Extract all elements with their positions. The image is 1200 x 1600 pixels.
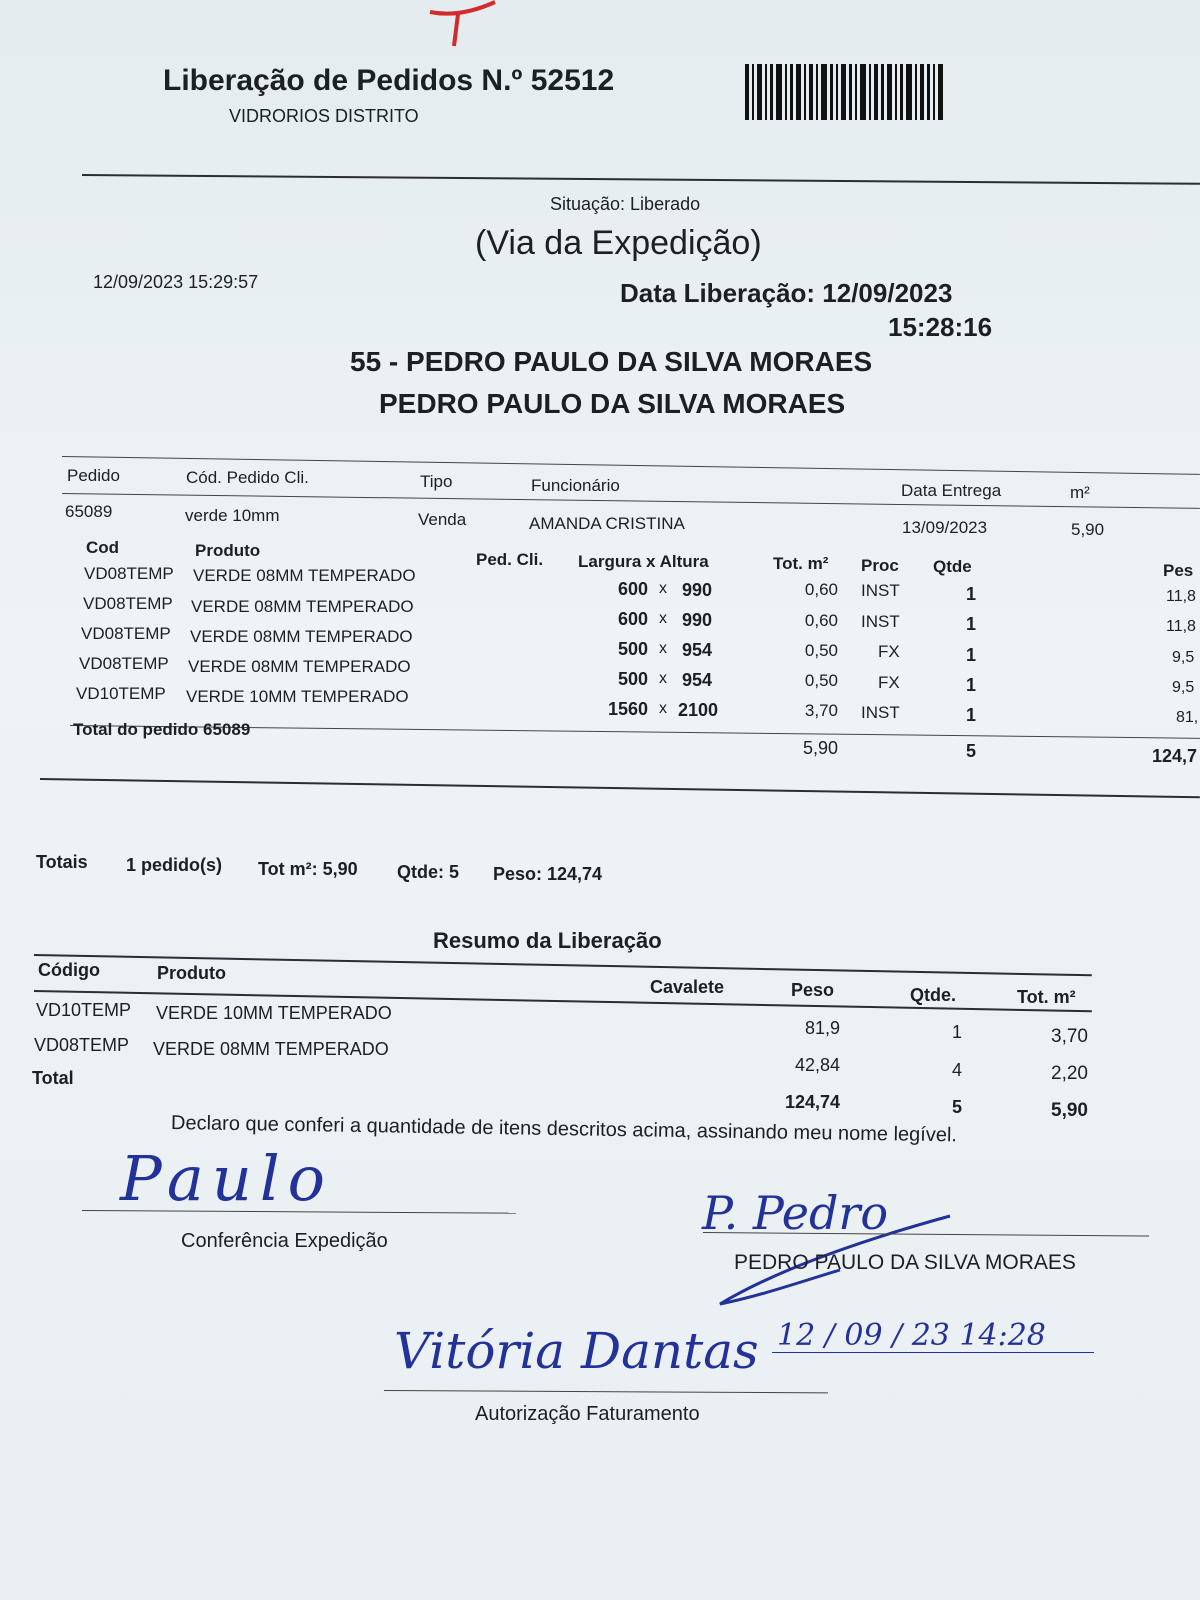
document-title: Liberação de Pedidos N.º 52512 xyxy=(163,64,615,97)
item-produto: VERDE 08MM TEMPERADO xyxy=(188,657,411,676)
totais-tot-m2: Tot m²: 5,90 xyxy=(258,859,358,879)
item-tot-m2: 0,50 xyxy=(804,671,838,690)
resumo-produto: VERDE 08MM TEMPERADO xyxy=(153,1039,389,1059)
barcode xyxy=(745,64,945,120)
item-cod: VD10TEMP xyxy=(76,684,166,703)
resumo-peso: 42,84 xyxy=(794,1055,840,1075)
item-proc: FX xyxy=(878,642,900,661)
tipo-value: Venda xyxy=(418,510,467,529)
item-qtde: 1 xyxy=(966,675,977,695)
items-col-produto: Produto xyxy=(195,541,261,560)
totais-peso: Peso: 124,74 xyxy=(493,864,603,884)
item-altura: 954 xyxy=(682,670,713,690)
autorizacao-label: Autorização Faturamento xyxy=(475,1403,700,1425)
item-tot-m2: 0,60 xyxy=(804,611,838,630)
item-peso: 11,8 xyxy=(1166,588,1196,605)
resumo-col-tot-m2: Tot. m² xyxy=(1017,987,1076,1007)
items-col-qtde: Qtde xyxy=(933,557,972,576)
order-total-m2: 5,90 xyxy=(802,738,838,758)
resumo-produto: VERDE 10MM TEMPERADO xyxy=(156,1003,392,1023)
item-qtde: 1 xyxy=(966,645,977,665)
item-peso: 9,5 xyxy=(1172,649,1195,666)
resumo-col-produto: Produto xyxy=(157,963,226,983)
item-qtde: 1 xyxy=(966,584,977,604)
resumo-total-qtde: 5 xyxy=(952,1097,963,1117)
resumo-total-peso: 124,74 xyxy=(784,1092,840,1112)
resumo-qtde: 4 xyxy=(952,1060,963,1080)
resumo-title: Resumo da Liberação xyxy=(433,928,662,953)
resumo-col-peso: Peso xyxy=(791,980,835,1000)
item-peso: 11,8 xyxy=(1166,618,1196,635)
item-altura: 990 xyxy=(682,580,713,600)
item-cod: VD08TEMP xyxy=(79,654,169,673)
item-largura: 1560 xyxy=(607,699,648,719)
item-produto: VERDE 08MM TEMPERADO xyxy=(193,566,416,585)
item-cod: VD08TEMP xyxy=(84,564,174,583)
col-pedido: Pedido xyxy=(67,466,120,485)
order-total-qtde: 5 xyxy=(966,741,977,761)
resumo-tot-m2: 3,70 xyxy=(1051,1026,1088,1047)
cod-pedido-cli-value: verde 10mm xyxy=(185,506,280,525)
data-liberacao-time: 15:28:16 xyxy=(888,312,993,342)
item-x: x xyxy=(659,610,667,627)
item-x: x xyxy=(659,700,667,717)
via-text: (Via da Expedição) xyxy=(475,224,762,262)
print-timestamp: 12/09/2023 15:29:57 xyxy=(93,272,259,292)
resumo-qtde: 1 xyxy=(952,1022,963,1042)
item-peso: 81, xyxy=(1176,709,1199,726)
data-entrega-value: 13/09/2023 xyxy=(902,518,988,537)
col-m2: m² xyxy=(1070,483,1090,502)
resumo-col-codigo: Código xyxy=(38,960,100,980)
client-line-2: PEDRO PAULO DA SILVA MORAES xyxy=(379,388,846,419)
item-altura: 990 xyxy=(682,610,713,630)
situacao-text: Situação: Liberado xyxy=(550,194,701,214)
items-col-tot-m2: Tot. m² xyxy=(773,554,829,573)
handwritten-date: 12 / 09 / 23 14:28 xyxy=(777,1318,1046,1353)
handwritten-date-underline xyxy=(772,1352,1094,1353)
declaration-text: Declaro que conferi a quantidade de itens descritos acima, assinando meu nome legível. xyxy=(170,1112,958,1147)
item-qtde: 1 xyxy=(966,614,977,634)
section-divider xyxy=(40,778,1200,798)
item-peso: 9,5 xyxy=(1172,679,1195,696)
resumo-peso: 81,9 xyxy=(804,1018,840,1038)
totais-label: Totais xyxy=(36,852,88,872)
totais-pedidos: 1 pedido(s) xyxy=(126,855,223,875)
red-pen-mark xyxy=(420,0,510,50)
item-cod: VD08TEMP xyxy=(81,624,171,643)
order-total-label: Total do pedido 65089 xyxy=(73,720,251,739)
col-funcionario: Funcionário xyxy=(531,476,620,495)
item-altura: 954 xyxy=(682,640,713,660)
m2-value: 5,90 xyxy=(1071,520,1105,539)
items-col-largura-altura: Largura x Altura xyxy=(578,552,709,571)
company-name: VIDRORIOS DISTRITO xyxy=(229,106,419,126)
resumo-codigo: VD10TEMP xyxy=(36,1000,132,1020)
conferencia-label: Conferência Expedição xyxy=(181,1230,388,1252)
client-line-1: 55 - PEDRO PAULO DA SILVA MORAES xyxy=(350,346,873,377)
items-col-ped-cli: Ped. Cli. xyxy=(476,550,544,569)
item-proc: FX xyxy=(878,673,900,692)
item-tot-m2: 0,50 xyxy=(804,641,838,660)
pedido-value: 65089 xyxy=(65,502,113,521)
item-altura: 2100 xyxy=(678,700,719,720)
header-divider xyxy=(82,174,1200,185)
order-total-peso: 124,7 xyxy=(1152,746,1198,766)
data-liberacao: Data Liberação: 12/09/2023 xyxy=(620,278,953,308)
item-produto: VERDE 08MM TEMPERADO xyxy=(191,597,414,616)
col-tipo: Tipo xyxy=(420,472,453,491)
item-largura: 600 xyxy=(617,609,648,629)
items-col-peso: Pes xyxy=(1163,561,1194,580)
col-data-entrega: Data Entrega xyxy=(901,481,1002,500)
client-signature: P. Pedro xyxy=(702,1186,889,1240)
item-largura: 500 xyxy=(617,669,648,689)
items-col-proc: Proc xyxy=(861,556,899,575)
resumo-tot-m2: 2,20 xyxy=(1051,1063,1088,1084)
item-proc: INST xyxy=(861,612,900,631)
conferencia-signature: Paulo xyxy=(120,1142,333,1215)
funcionario-value: AMANDA CRISTINA xyxy=(529,514,685,533)
item-qtde: 1 xyxy=(966,705,977,725)
item-produto: VERDE 08MM TEMPERADO xyxy=(190,627,413,646)
item-x: x xyxy=(659,580,667,597)
totais-qtde: Qtde: 5 xyxy=(397,862,460,882)
item-proc: INST xyxy=(861,703,900,722)
item-proc: INST xyxy=(861,581,900,600)
client-name: PEDRO PAULO DA SILVA MORAES xyxy=(734,1251,1076,1274)
item-x: x xyxy=(659,670,667,687)
item-largura: 600 xyxy=(617,579,648,599)
resumo-total-tot-m2: 5,90 xyxy=(1051,1100,1088,1121)
resumo-col-cavalete: Cavalete xyxy=(650,977,725,997)
item-largura: 500 xyxy=(617,639,648,659)
autorizacao-signature-line xyxy=(384,1390,828,1393)
item-tot-m2: 3,70 xyxy=(804,701,838,720)
item-produto: VERDE 10MM TEMPERADO xyxy=(186,687,409,706)
resumo-total-label: Total xyxy=(32,1068,74,1088)
item-x: x xyxy=(659,640,667,657)
item-cod: VD08TEMP xyxy=(83,594,173,613)
items-col-cod: Cod xyxy=(86,538,120,557)
autorizacao-signature: Vitória Dantas xyxy=(394,1322,759,1380)
item-tot-m2: 0,60 xyxy=(804,580,838,599)
resumo-col-qtde: Qtde. xyxy=(910,985,957,1005)
resumo-codigo: VD08TEMP xyxy=(34,1035,130,1055)
col-cod-pedido-cli: Cód. Pedido Cli. xyxy=(186,468,309,487)
